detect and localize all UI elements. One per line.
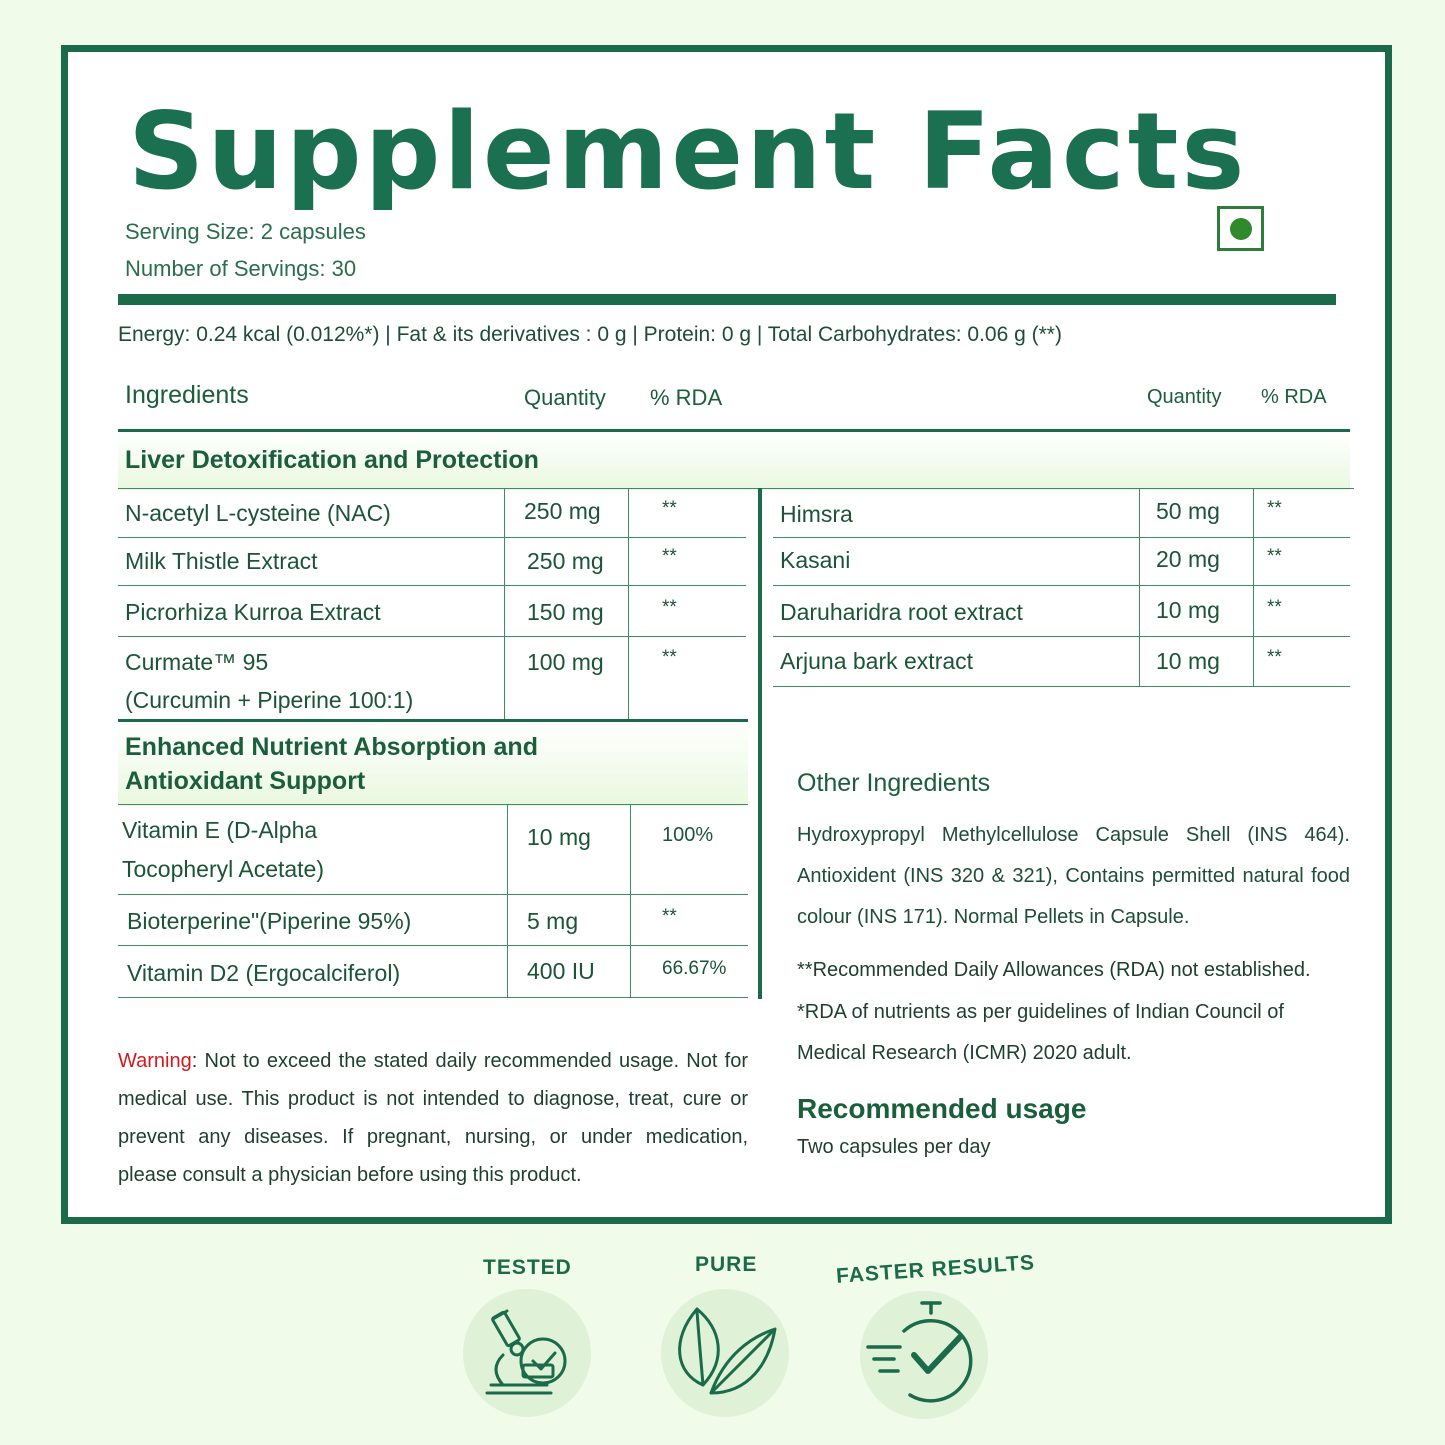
row-divider <box>118 945 748 946</box>
ingredient-name: Curmate™ 95 <box>125 649 269 675</box>
other-ingredients-text: Hydroxypropyl Methylcellulose Capsule Shell (INS 464). Antioxident (INS 320 & 321), Contains permitted natural food colour (INS 171). Normal Pellets in Capsule. <box>797 824 1350 928</box>
energy-line: Energy: 0.24 kcal (0.012%*) | Fat & its derivatives : 0 g | Protein: 0 g | Total Carbohydrates: 0.06 g (**) <box>118 323 1062 346</box>
ingredient-name: Arjuna bark extract <box>780 648 974 674</box>
badge-faster-label: FASTER RESULTS <box>835 1251 1036 1288</box>
col-divider <box>1253 488 1254 687</box>
row-divider <box>773 537 1350 538</box>
veg-mark-icon <box>1217 206 1264 251</box>
ingredient-qty: 250 mg <box>527 548 604 574</box>
warning-body: : Not to exceed the stated daily recommended usage. Not for medical use. This product is not intended to diagnose, treat, cure or prevent any diseases. If pregnant, nursing, or under medication, please consult a physician before using this product. <box>118 1050 748 1186</box>
col-divider <box>628 488 629 720</box>
row-divider <box>118 997 748 998</box>
ingredient-rda: 66.67% <box>662 958 727 979</box>
ingredient-qty: 250 mg <box>524 498 601 524</box>
serving-size: Serving Size: 2 capsules <box>125 219 366 244</box>
ingredient-qty: 5 mg <box>527 908 579 934</box>
ingredient-rda: ** <box>1267 498 1282 519</box>
number-of-servings: Number of Servings: 30 <box>125 256 357 281</box>
ingredient-name: Himsra <box>780 501 853 527</box>
column-separator <box>758 488 762 999</box>
ingredient-name: Kasani <box>780 547 851 573</box>
badge-pure-label: PURE <box>695 1253 758 1276</box>
row-divider <box>773 636 1350 637</box>
ingredient-name-line2: (Curcumin + Piperine 100:1) <box>125 687 414 713</box>
page-title: Supplement Facts <box>128 90 1248 213</box>
ingredient-qty: 20 mg <box>1156 546 1220 572</box>
other-ingredients-title: Other Ingredients <box>797 769 991 797</box>
quantity-header-right: Quantity <box>1147 386 1222 408</box>
row-divider <box>118 894 748 895</box>
ingredient-name: Picrorhiza Kurroa Extract <box>125 599 381 625</box>
warning-label: Warning <box>118 1050 192 1072</box>
section-absorption-title: Enhanced Nutrient Absorption and <box>125 733 538 761</box>
badge-faster <box>860 1291 988 1419</box>
ingredient-qty: 100 mg <box>527 649 604 675</box>
ingredients-header: Ingredients <box>125 381 249 409</box>
ingredient-qty: 400 IU <box>527 958 595 984</box>
stopwatch-check-icon <box>860 1291 988 1419</box>
badge-tested-label: TESTED <box>483 1256 572 1279</box>
icmr-note: *RDA of nutrients as per guidelines of Indian Council of <box>797 1001 1284 1023</box>
col-divider <box>507 804 508 998</box>
badge-tested <box>463 1289 591 1417</box>
ingredient-name: Bioterperine"(Piperine 95%) <box>127 908 412 934</box>
ingredient-name: Vitamin D2 (Ergocalciferol) <box>127 960 401 986</box>
leaves-icon <box>661 1289 789 1417</box>
ingredient-qty: 150 mg <box>527 599 604 625</box>
title-divider <box>118 294 1336 305</box>
ingredient-rda: ** <box>662 597 677 618</box>
col-divider <box>630 804 631 998</box>
section-divider <box>118 488 1354 489</box>
row-divider <box>118 585 746 586</box>
recommended-usage-text: Two capsules per day <box>797 1136 991 1158</box>
ingredient-name: Milk Thistle Extract <box>125 548 318 574</box>
section-absorption-title-line2: Antioxidant Support <box>125 767 366 795</box>
ingredient-rda: ** <box>662 546 677 567</box>
section-liver-title: Liver Detoxification and Protection <box>125 446 539 474</box>
quantity-header: Quantity <box>524 385 606 410</box>
ingredient-rda: ** <box>1267 647 1282 668</box>
ingredient-name: Vitamin E (D-Alpha <box>122 817 318 843</box>
ingredient-rda: ** <box>662 498 677 519</box>
ingredient-rda: ** <box>1267 597 1282 618</box>
ingredient-qty: 10 mg <box>527 824 591 850</box>
ingredient-qty: 10 mg <box>1156 648 1220 674</box>
row-divider <box>118 636 746 637</box>
warning-text <box>118 1042 748 1194</box>
rda-note: **Recommended Daily Allowances (RDA) not established. <box>797 959 1311 981</box>
ingredient-qty: 10 mg <box>1156 597 1220 623</box>
ingredient-qty: 50 mg <box>1156 498 1220 524</box>
row-divider <box>118 537 746 538</box>
ingredient-rda: ** <box>1267 546 1282 567</box>
rda-header-right: % RDA <box>1261 386 1327 408</box>
ingredient-rda: ** <box>662 647 677 668</box>
ingredient-name: N-acetyl L-cysteine (NAC) <box>125 500 391 526</box>
ingredient-name: Daruharidra root extract <box>780 599 1023 625</box>
ingredient-name-line2: Tocopheryl Acetate) <box>122 856 325 882</box>
rda-header: % RDA <box>650 385 723 410</box>
row-divider <box>773 686 1350 687</box>
microscope-icon <box>463 1289 591 1417</box>
recommended-usage-title: Recommended usage <box>797 1093 1087 1124</box>
ingredient-rda: 100% <box>662 824 714 846</box>
section-divider <box>118 804 748 805</box>
col-divider <box>1139 488 1140 687</box>
col-divider <box>504 488 505 720</box>
icmr-note-line2: Medical Research (ICMR) 2020 adult. <box>797 1042 1132 1064</box>
badge-pure <box>661 1289 789 1417</box>
row-divider <box>773 585 1350 586</box>
ingredient-rda: ** <box>662 906 677 927</box>
